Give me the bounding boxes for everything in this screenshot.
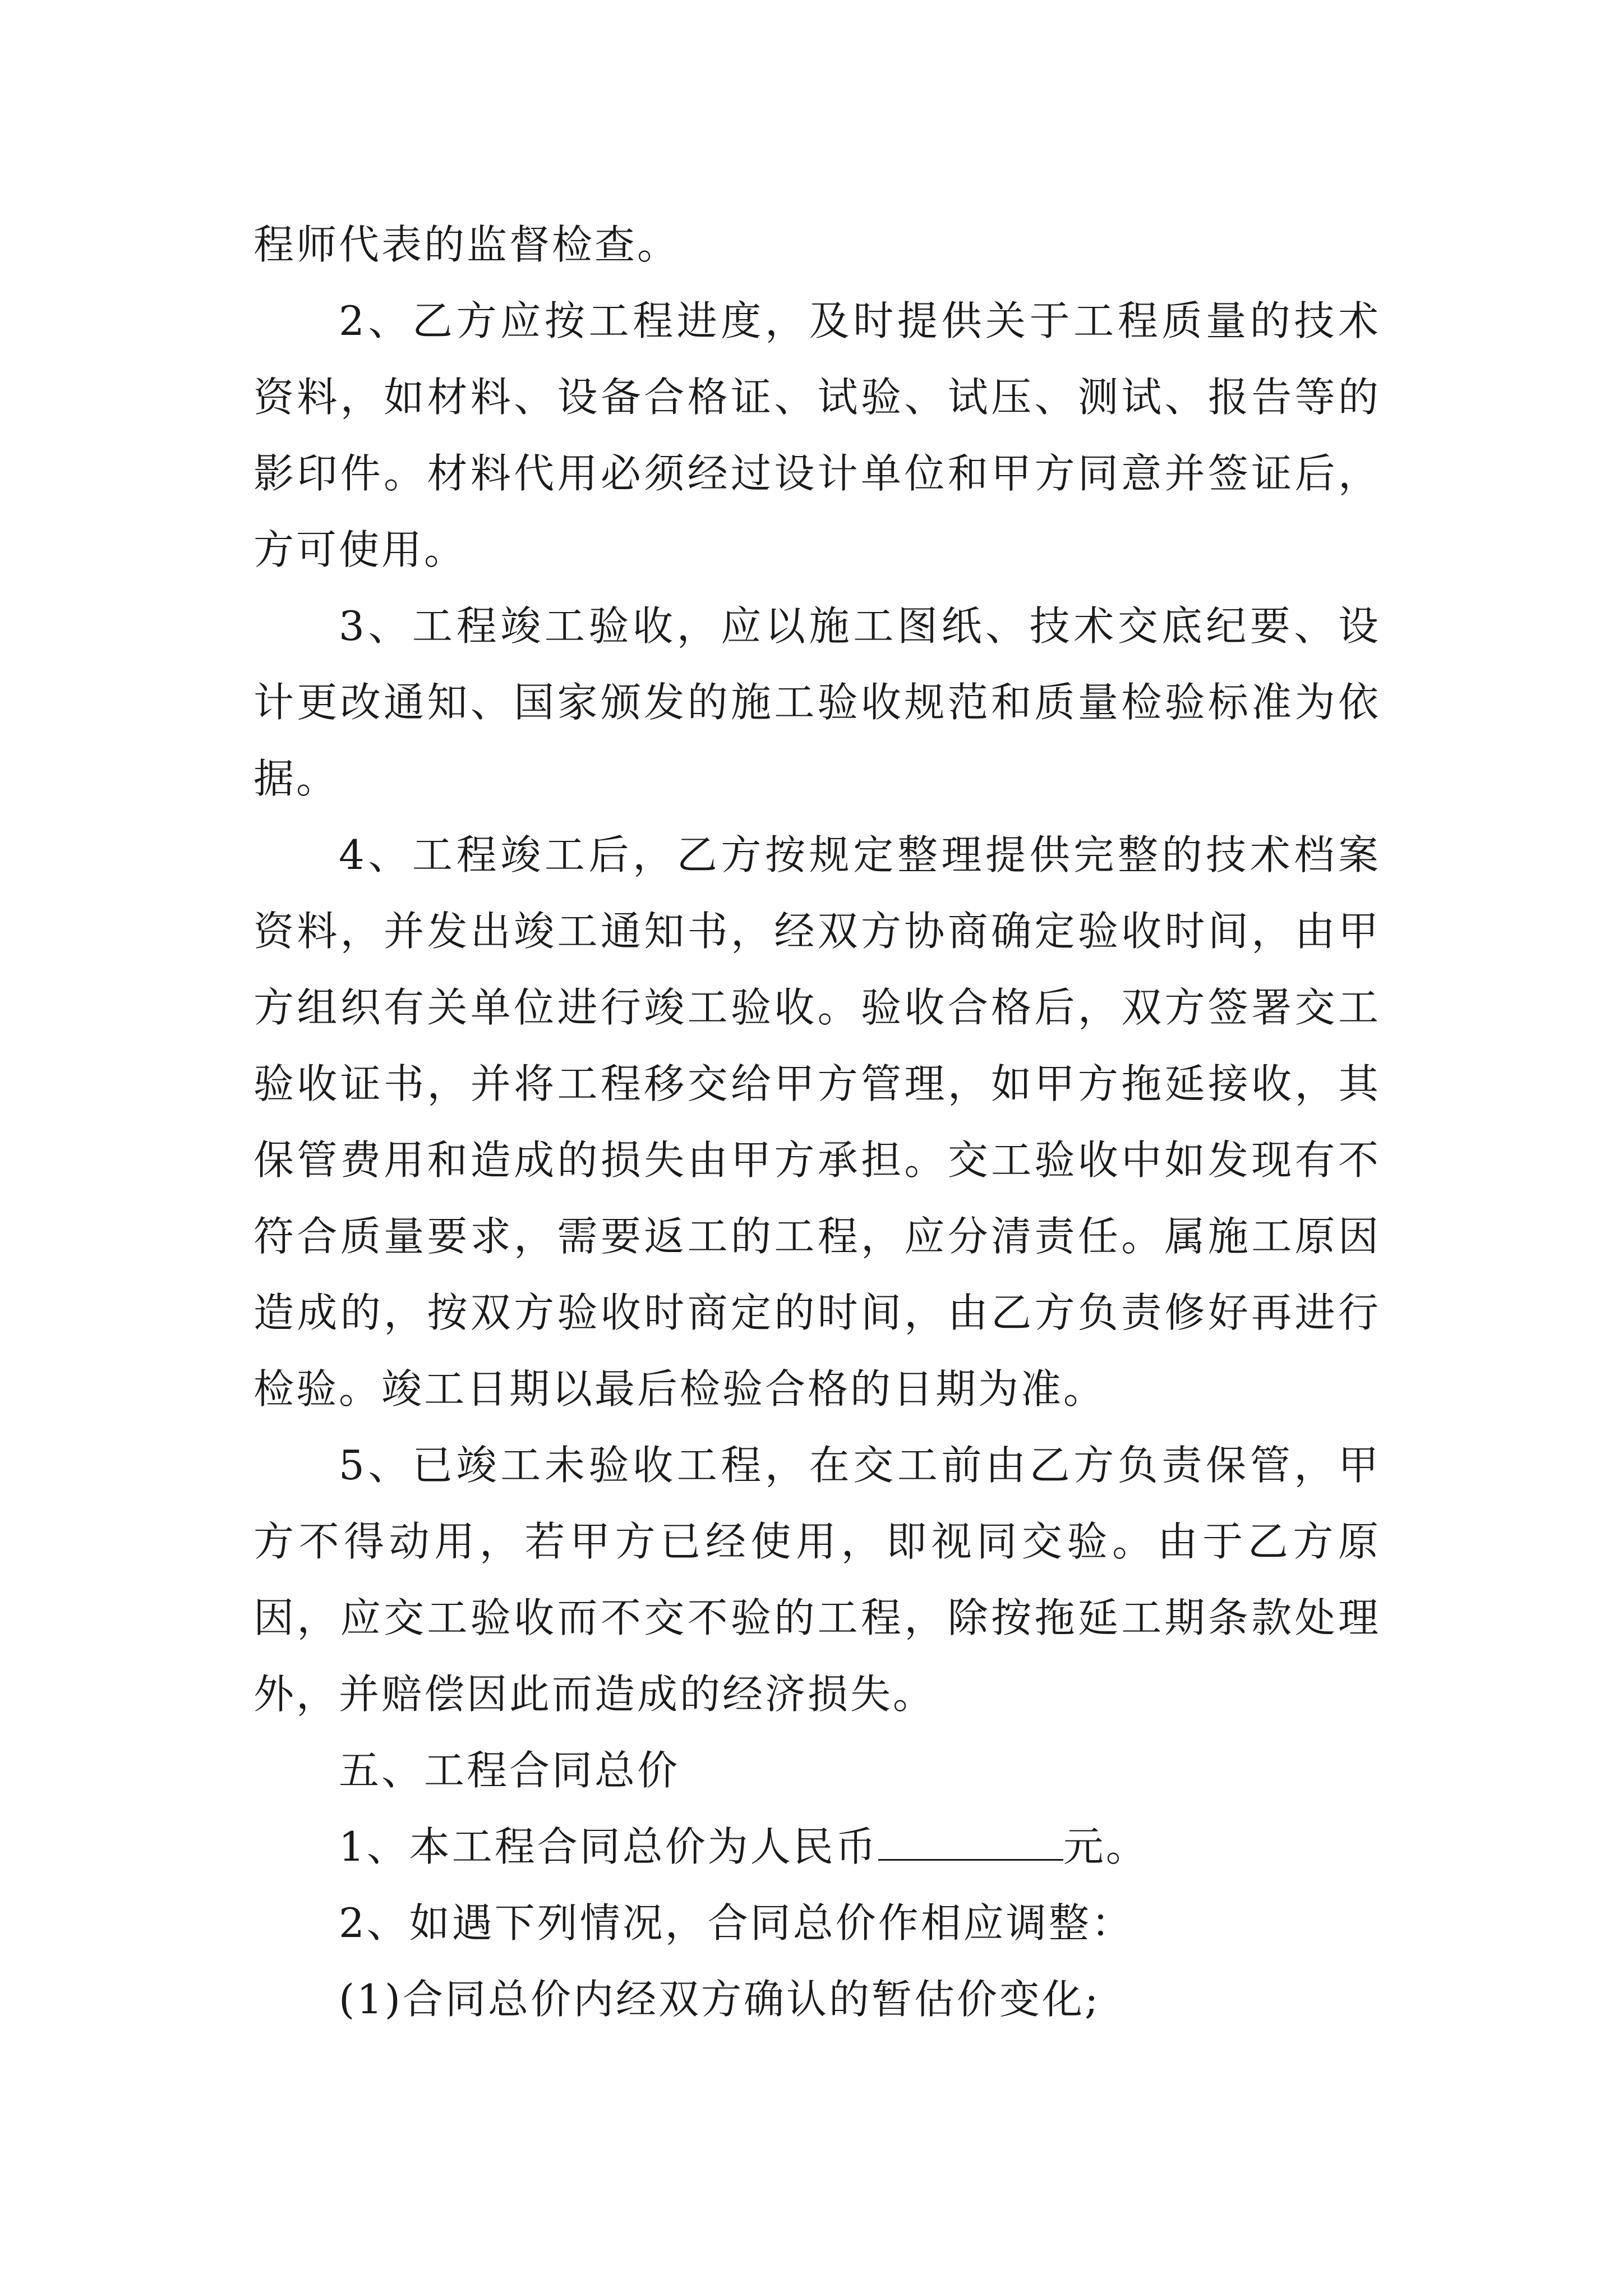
paragraph-clause-3: 3、工程竣工验收，应以施工图纸、技术交底纪要、设计更改通知、国家颁发的施工验收规范和质量检验标准为依据。 xyxy=(253,602,1381,802)
paragraph-clause-5: 5、已竣工未验收工程，在交工前由乙方负责保管，甲方不得动用，若甲方已经使用，即视同交验。由于乙方原因，应交工验收而不交不验的工程，除按拖延工期条款处理外，并赔偿因此而造成的经济损失。 xyxy=(253,1442,1381,1718)
paragraph-clause-2: 2、乙方应按工程进度，及时提供关于工程质量的技术资料，如材料、设备合格证、试验、试压、测试、报告等的影印件。材料代用必须经过设计单位和甲方同意并签证后，方可使用。 xyxy=(253,297,1381,573)
paragraph-clause-4: 4、工程竣工后，乙方按规定整理提供完整的技术档案资料，并发出竣工通知书，经双方协商确定验收时间，由甲方组织有关单位进行竣工验收。验收合格后，双方签署交工验收证书，并将工程移交给甲方管理，如甲方拖延接收，其保管费用和造成的损失由甲方承担。交工验收中如发现有不符合质量要求，需要返工的工程，应分清责任。属施工原因造成的，按双方验收时商定的时间，由乙方负责修好再进行检验。竣工日期以最后检验合格的日期为准。 xyxy=(253,831,1381,1412)
paragraph-continuation: 程师代表的监督检查。 xyxy=(253,221,680,268)
price-blank-line xyxy=(878,1826,1063,1861)
price-text-after: 元。 xyxy=(1063,1823,1149,1870)
paragraph-price-clause-1 xyxy=(253,1809,1381,1885)
paragraph-price-item-1: (1)合同总价内经双方确认的暂估价变化; xyxy=(339,1976,1101,2023)
contract-text xyxy=(253,206,1381,2037)
price-text-before: 1、本工程合同总价为人民币 xyxy=(339,1823,878,1870)
section-heading-contract-price: 五、工程合同总价 xyxy=(339,1747,680,1794)
paragraph-price-clause-2: 2、如遇下列情况，合同总价作相应调整： xyxy=(339,1899,1134,1947)
